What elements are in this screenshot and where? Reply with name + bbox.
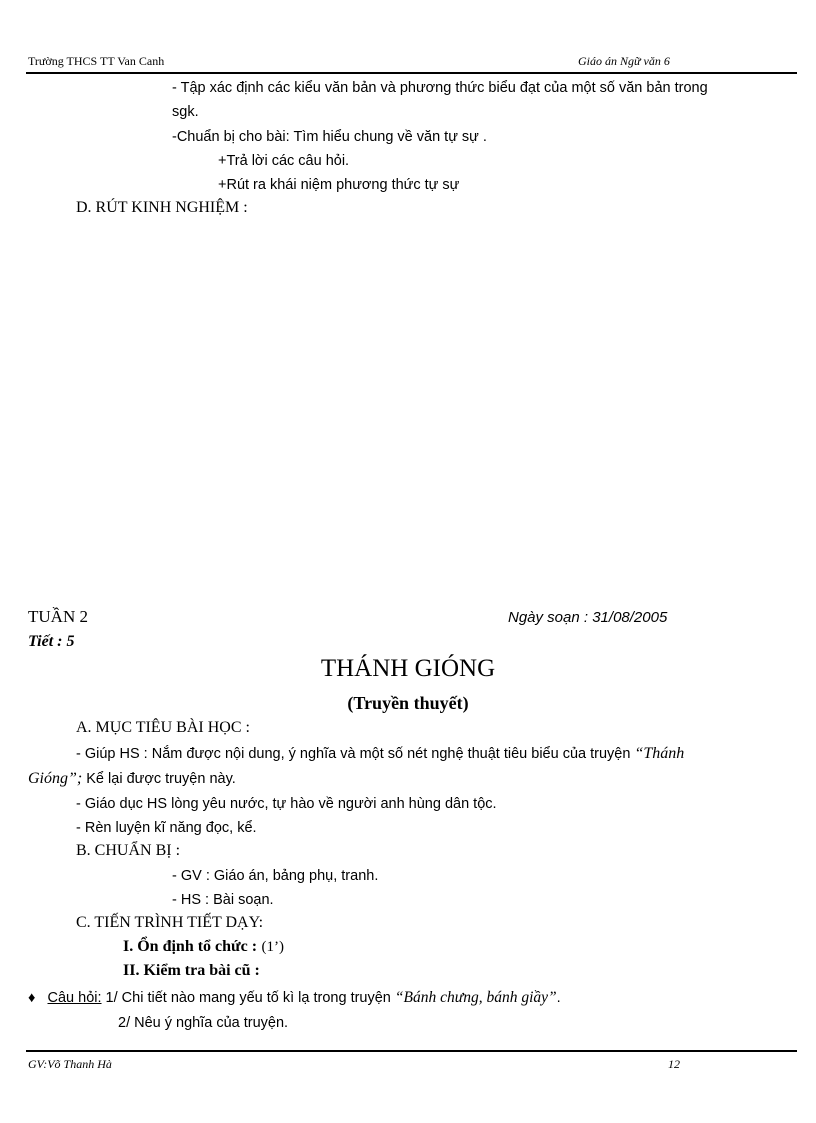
page-subtitle: (Truyền thuyết): [347, 693, 469, 713]
section-c-heading: C. TIẾN TRÌNH TIẾT DẠY:: [76, 914, 264, 931]
section-a-p1-italic: “Thánh: [634, 745, 685, 762]
section-b-hs: - HS : Bài soạn.: [172, 892, 274, 908]
section-a-p2-italic: Gióng”;: [28, 770, 83, 787]
section-b-heading: B. CHUẨN BỊ :: [76, 842, 181, 859]
section-d-heading: D. RÚT KINH NGHIỆM :: [76, 199, 248, 216]
date-label: Ngày soạn : 31/08/2005: [508, 609, 668, 626]
question-line-2: 2/ Nêu ý nghĩa của truyện.: [118, 1015, 289, 1031]
header-school: Trường THCS TT Van Canh: [28, 54, 165, 68]
section-a-p3: - Giáo dục HS lòng yêu nước, tự hào về người anh hùng dân tộc.: [76, 796, 497, 812]
footer-teacher: GV:Võ Thanh Hà: [28, 1057, 112, 1071]
header-doc-title: Giáo án Ngữ văn 6: [578, 54, 670, 68]
week-label: TUẦN 2: [28, 607, 88, 626]
bullet-icon: ♦: [28, 990, 36, 1006]
section-c-item-1-time: (1’): [261, 939, 285, 955]
section-a-p4: - Rèn luyện kĩ năng đọc, kể.: [76, 820, 257, 836]
page-title: THÁNH GIÓNG: [320, 655, 496, 682]
lesson-number: Tiết : 5: [28, 633, 75, 650]
footer-page-number: 12: [668, 1057, 680, 1071]
section-a-p2-text: Kể lại được truyện này.: [82, 771, 236, 787]
section-b-gv: - GV : Giáo án, bảng phụ, tranh.: [172, 868, 379, 884]
top-line-3: +Trả lời các câu hỏi.: [218, 153, 350, 169]
question-1-italic: “Bánh chưng, bánh giầy”: [394, 989, 557, 1006]
section-a-p2: [28, 770, 236, 788]
top-line-1: - Tập xác định các kiểu văn bản và phương thức biểu đạt của một số văn bản trong: [172, 80, 708, 96]
footer-rule: [26, 1050, 797, 1052]
question-label: Câu hỏi:: [47, 990, 102, 1006]
question-1-end: .: [556, 990, 561, 1006]
section-a-heading: A. MỤC TIÊU BÀI HỌC :: [76, 719, 250, 736]
section-a-p1-text: - Giúp HS : Nắm được nội dung, ý nghĩa và một số nét nghệ thuật tiêu biểu của truyện: [76, 746, 635, 762]
section-c-item-1: [123, 938, 284, 956]
section-c-item-2: II. Kiểm tra bài cũ :: [123, 962, 260, 979]
question-1-text: 1/ Chi tiết nào mang yếu tố kì lạ trong truyện: [101, 990, 395, 1006]
header-rule: [26, 72, 797, 74]
top-line-1b: sgk.: [172, 104, 199, 120]
section-c-item-1-label: I. Ổn định tổ chức :: [123, 938, 258, 955]
top-line-4: +Rút ra khái niệm phương thức tự sự: [218, 177, 460, 193]
section-a-p1: [76, 745, 684, 763]
top-line-2: -Chuẩn bị cho bài: Tìm hiểu chung về văn tự sự .: [172, 129, 487, 145]
question-line-1: [28, 989, 561, 1007]
